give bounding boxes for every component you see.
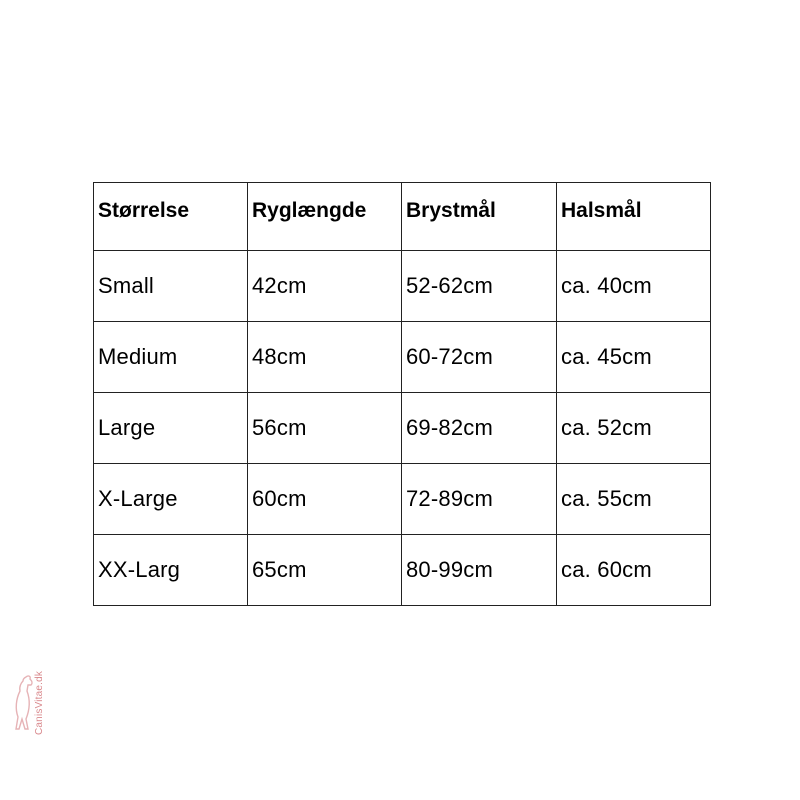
cell-back-length: 60cm bbox=[248, 464, 402, 535]
header-chest: Brystmål bbox=[402, 183, 557, 251]
cell-chest: 72-89cm bbox=[402, 464, 557, 535]
cell-chest: 80-99cm bbox=[402, 535, 557, 606]
watermark-text: CanisVitae.dk bbox=[34, 670, 45, 735]
cell-neck: ca. 55cm bbox=[557, 464, 711, 535]
cell-neck: ca. 40cm bbox=[557, 251, 711, 322]
table-row bbox=[94, 393, 711, 464]
cell-back-length: 42cm bbox=[248, 251, 402, 322]
size-chart-table bbox=[93, 182, 711, 606]
cell-size: X-Large bbox=[94, 464, 248, 535]
cell-chest: 60-72cm bbox=[402, 322, 557, 393]
cell-chest: 52-62cm bbox=[402, 251, 557, 322]
table-row bbox=[94, 322, 711, 393]
cell-back-length: 65cm bbox=[248, 535, 402, 606]
cell-size: Small bbox=[94, 251, 248, 322]
header-neck: Halsmål bbox=[557, 183, 711, 251]
table-row bbox=[94, 464, 711, 535]
cell-back-length: 56cm bbox=[248, 393, 402, 464]
cell-size: Large bbox=[94, 393, 248, 464]
table-row bbox=[94, 535, 711, 606]
cell-neck: ca. 60cm bbox=[557, 535, 711, 606]
cell-neck: ca. 45cm bbox=[557, 322, 711, 393]
header-back-length: Ryglængde bbox=[248, 183, 402, 251]
cell-size: XX-Larg bbox=[94, 535, 248, 606]
cell-size: Medium bbox=[94, 322, 248, 393]
cell-neck: ca. 52cm bbox=[557, 393, 711, 464]
cell-chest: 69-82cm bbox=[402, 393, 557, 464]
watermark-logo bbox=[0, 655, 100, 750]
cell-back-length: 48cm bbox=[248, 322, 402, 393]
table-row bbox=[94, 251, 711, 322]
table-header-row bbox=[94, 183, 711, 251]
header-size: Størrelse bbox=[94, 183, 248, 251]
